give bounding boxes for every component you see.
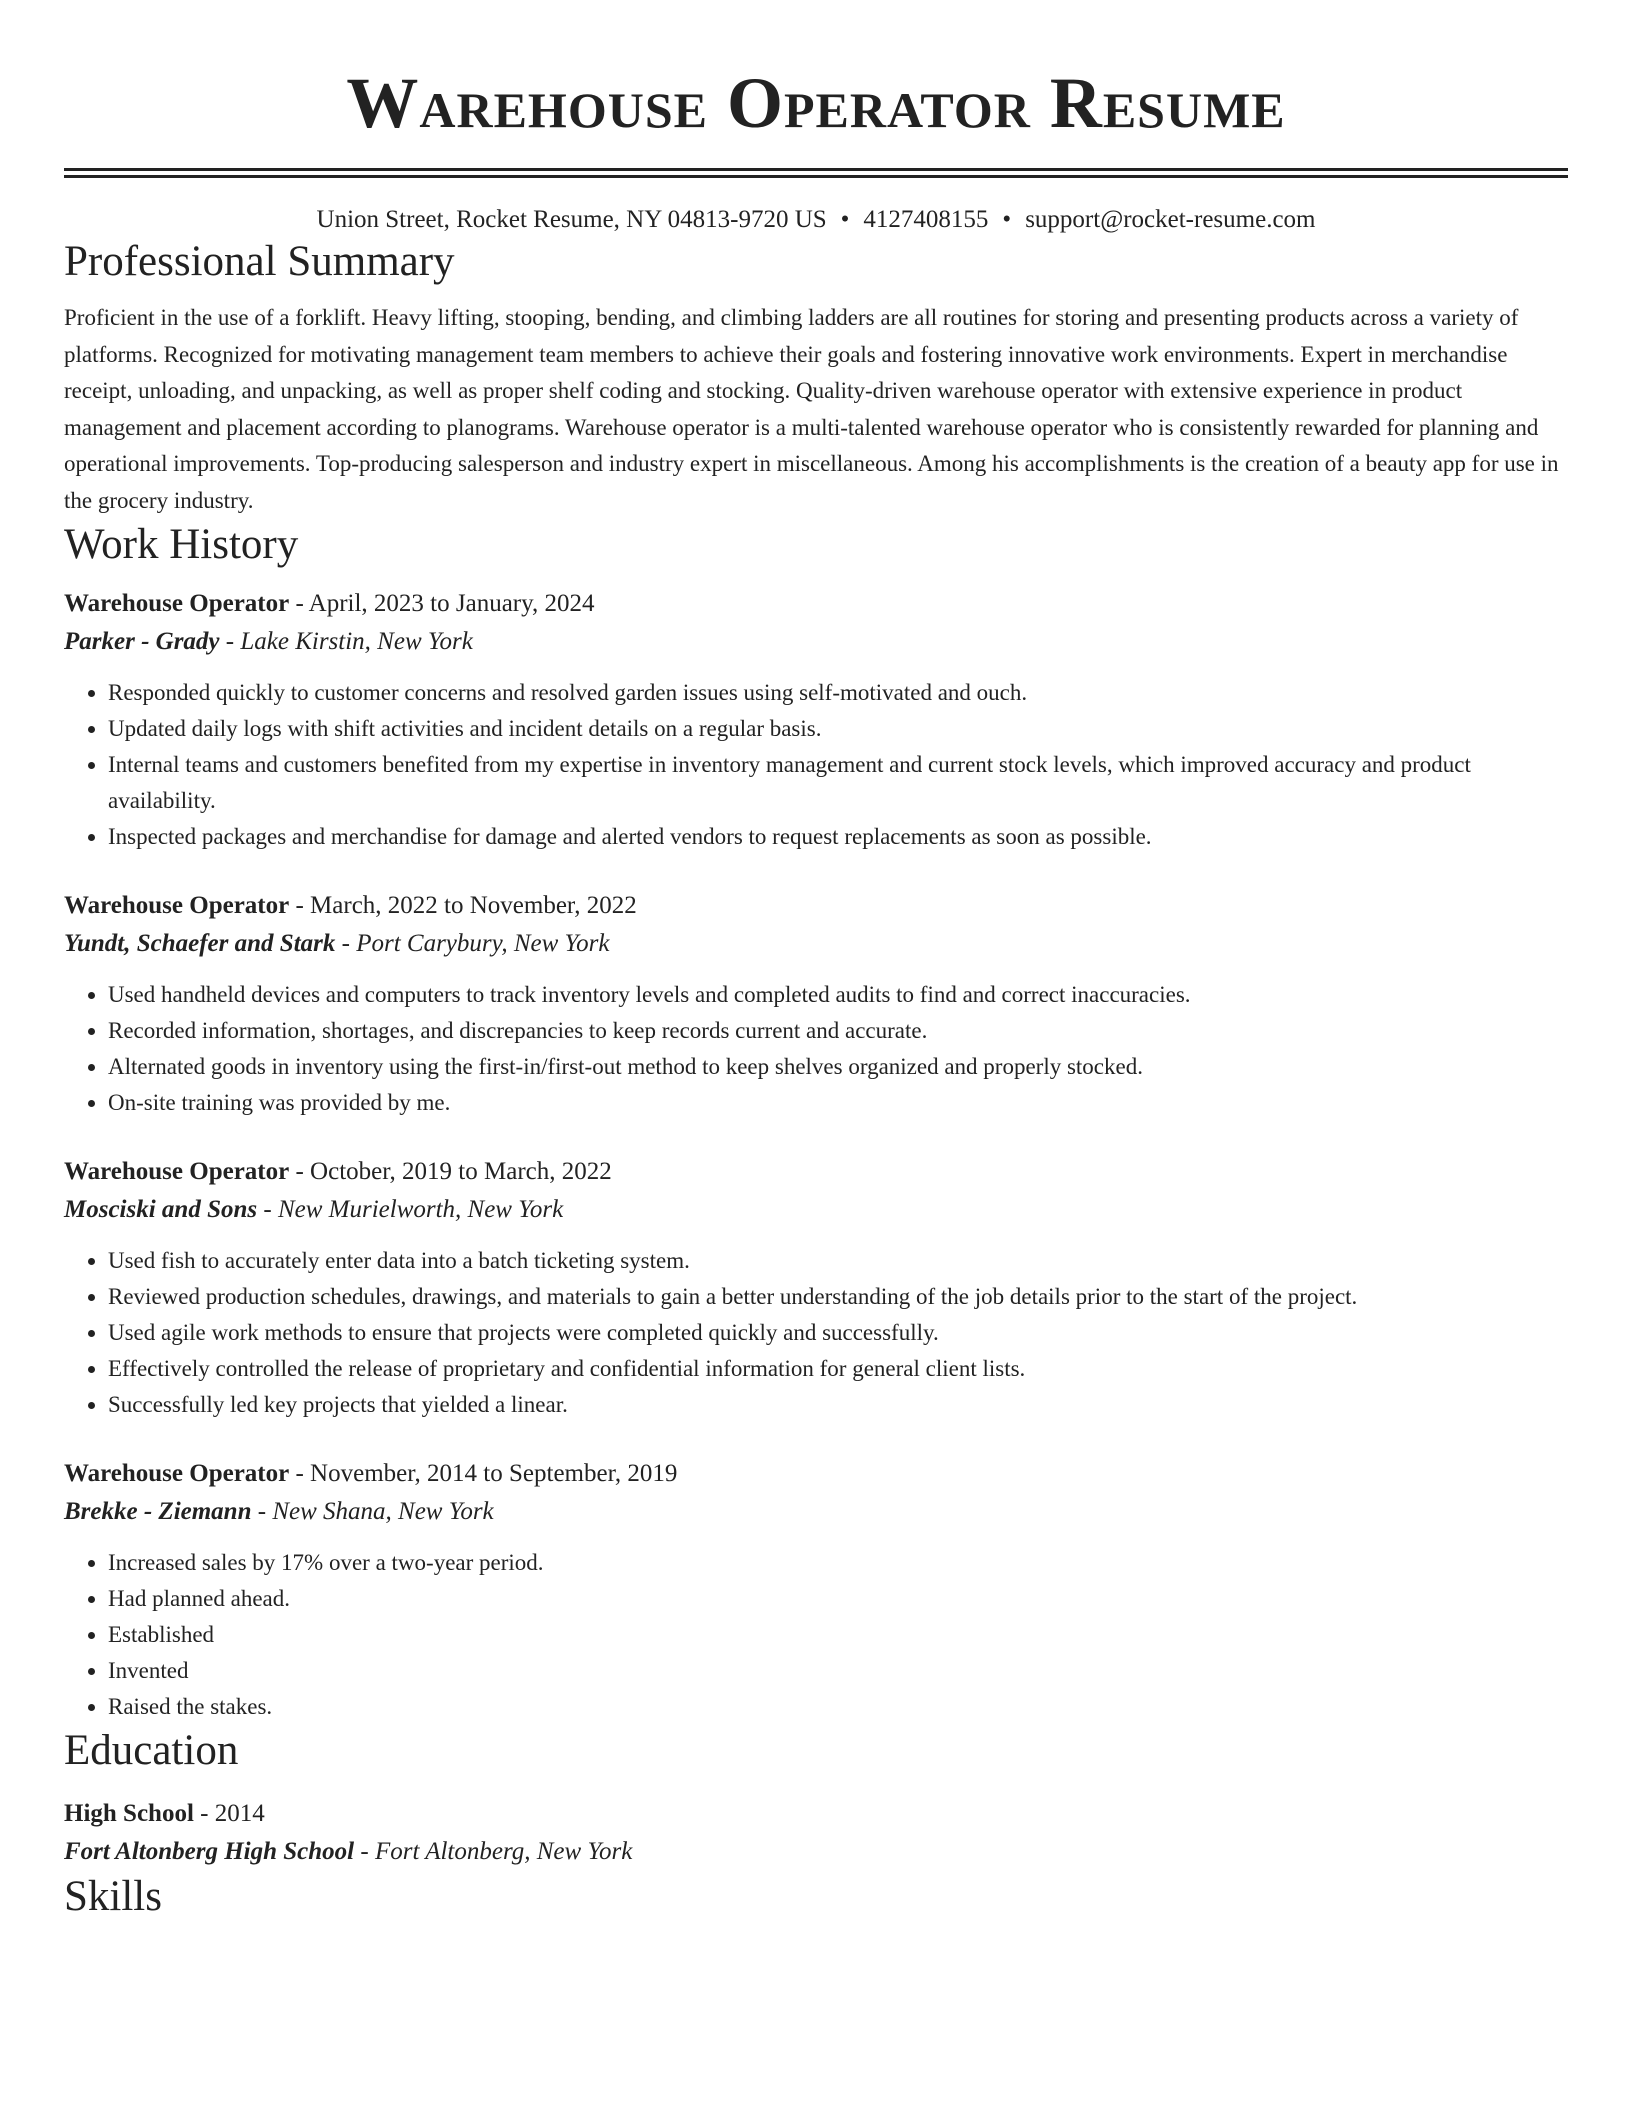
job-dates: - April, 2023 to January, 2024	[289, 590, 595, 617]
job-dates: - November, 2014 to September, 2019	[289, 1460, 678, 1487]
contact-phone: 4127408155	[863, 206, 989, 233]
company-location: - New Murielworth, New York	[257, 1196, 564, 1223]
job-entry	[64, 1153, 1568, 1423]
job-bullet: • Raised the stakes.	[108, 1689, 1568, 1725]
job-bullet: • Effectively controlled the release of proprietary and confidential information for general client lists.	[108, 1351, 1568, 1387]
education-school-line	[64, 1833, 1568, 1871]
job-title-line	[64, 585, 1568, 623]
contact-line	[64, 204, 1568, 236]
job-bullet: • Established	[108, 1617, 1568, 1653]
company-name: Parker - Grady	[64, 628, 220, 655]
skills-heading: Skills	[64, 1873, 162, 1920]
job-entry	[64, 1455, 1568, 1725]
job-bullet: • Used agile work methods to ensure that projects were completed quickly and successfully.	[108, 1315, 1568, 1351]
job-bullet: • Updated daily logs with shift activities and incident details on a regular basis.	[108, 711, 1568, 747]
contact-email: support@rocket-resume.com	[1025, 206, 1316, 233]
job-entry	[64, 585, 1568, 855]
company-location: - Lake Kirstin, New York	[219, 628, 473, 655]
education-location: - Fort Altonberg, New York	[354, 1838, 633, 1865]
company-name: Mosciski and Sons	[64, 1196, 258, 1223]
job-title-line	[64, 1455, 1568, 1493]
job-entry	[64, 887, 1568, 1121]
company-line	[64, 623, 1568, 661]
job-bullets	[64, 1243, 1568, 1423]
company-location: - Port Carybury, New York	[335, 930, 610, 957]
education-degree: High School	[64, 1800, 194, 1827]
company-name: Yundt, Schaefer and Stark	[64, 930, 336, 957]
job-bullets	[64, 675, 1568, 855]
summary-text: Proficient in the use of a forklift. Heavy lifting, stooping, bending, and climbing ladders are all routines for storing and presenting products across a variety of platforms. Recognized for motivating management team members to achieve their goals and fostering innovative work environments. Expert in merchandise receipt, unloading, and unpacking, as well as proper shelf coding and stocking. Quality-driven warehouse operator with extensive experience in product management and placement according to planograms. Warehouse operator is a multi-talented warehouse operator who is consistently rewarded for planning and operational improvements. Top-producing salesperson and industry expert in miscellaneous. Among his accomplishments is the creation of a beauty app for use in the grocery industry.	[64, 305, 1559, 513]
summary-heading: Professional Summary	[64, 238, 455, 285]
job-bullet: • Increased sales by 17% over a two-year period.	[108, 1545, 1568, 1581]
contact-separator: •	[840, 206, 850, 233]
job-title-line	[64, 887, 1568, 925]
job-bullet: • Reviewed production schedules, drawings, and materials to gain a better understanding of the job details prior to the start of the project.	[108, 1279, 1568, 1315]
job-bullet: • Invented	[108, 1653, 1568, 1689]
job-bullets	[64, 1545, 1568, 1725]
job-dates: - October, 2019 to March, 2022	[289, 1158, 612, 1185]
job-bullet: • Successfully led key projects that yielded a linear.	[108, 1387, 1568, 1423]
education-degree-line	[64, 1795, 1568, 1833]
job-bullet: • On-site training was provided by me.	[108, 1085, 1568, 1121]
education-school: Fort Altonberg High School	[64, 1838, 355, 1865]
job-title: Warehouse Operator	[64, 1460, 290, 1487]
job-title: Warehouse Operator	[64, 892, 290, 919]
job-dates: - March, 2022 to November, 2022	[289, 892, 637, 919]
job-bullets	[64, 977, 1568, 1121]
job-title: Warehouse Operator	[64, 590, 290, 617]
company-line	[64, 1493, 1568, 1531]
job-bullet: • Used fish to accurately enter data into a batch ticketing system.	[108, 1243, 1568, 1279]
education-heading: Education	[64, 1727, 239, 1774]
company-line	[64, 1191, 1568, 1229]
work-history-heading: Work History	[64, 521, 299, 568]
resume-title: Warehouse Operator Resume	[346, 63, 1286, 143]
job-bullet: • Internal teams and customers benefited from my expertise in inventory management and current stock levels, which improved accuracy and product availability.	[108, 747, 1568, 819]
job-bullet: • Used handheld devices and computers to track inventory levels and completed audits to find and correct inaccuracies.	[108, 977, 1568, 1013]
job-bullet: • Recorded information, shortages, and discrepancies to keep records current and accurate.	[108, 1013, 1568, 1049]
job-title: Warehouse Operator	[64, 1158, 290, 1185]
education-entry	[64, 1795, 1568, 1871]
job-title-line	[64, 1153, 1568, 1191]
company-line	[64, 925, 1568, 963]
job-bullet: • Had planned ahead.	[108, 1581, 1568, 1617]
title-double-rule	[64, 168, 1568, 178]
company-location: - New Shana, New York	[251, 1498, 494, 1525]
contact-separator: •	[1002, 206, 1012, 233]
job-bullet: • Alternated goods in inventory using the first-in/first-out method to keep shelves organized and properly stocked.	[108, 1049, 1568, 1085]
education-year: - 2014	[193, 1800, 265, 1827]
job-bullet: • Inspected packages and merchandise for damage and alerted vendors to request replacements as soon as possible.	[108, 819, 1568, 855]
job-bullet: • Responded quickly to customer concerns and resolved garden issues using self-motivated and ouch.	[108, 675, 1568, 711]
contact-address: Union Street, Rocket Resume, NY 04813-9720 US	[316, 206, 827, 233]
company-name: Brekke - Ziemann	[64, 1498, 252, 1525]
